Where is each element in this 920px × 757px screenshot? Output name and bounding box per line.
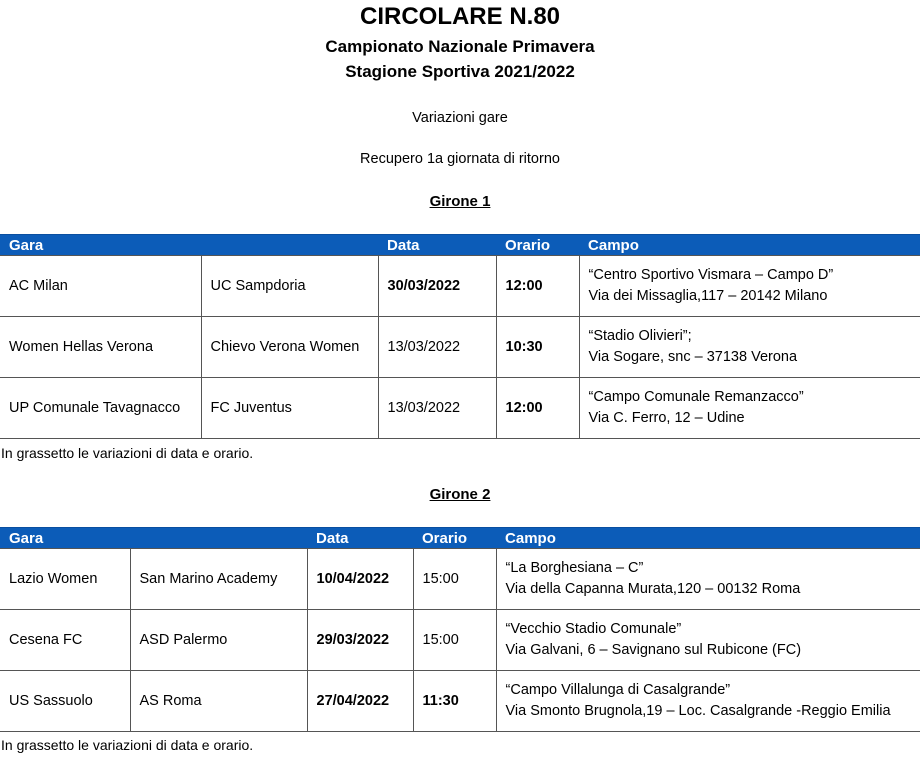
- header-gara: Gara: [0, 235, 378, 256]
- document-title: CIRCOLARE N.80: [359, 3, 561, 30]
- match-venue: [579, 378, 920, 439]
- home-team: Lazio Women: [0, 549, 130, 610]
- girone-1-heading: Girone 1: [429, 193, 491, 210]
- header-orario: Orario: [413, 528, 496, 549]
- venue-name: “Stadio Olivieri”;: [588, 328, 692, 344]
- away-team: ASD Palermo: [130, 610, 307, 671]
- header-gara: Gara: [0, 528, 307, 549]
- match-time: 12:00: [496, 256, 579, 317]
- girone-1-table: [0, 234, 920, 439]
- venue-address: Via Sogare, snc – 37138 Verona: [588, 349, 798, 365]
- girone-1-note: In grassetto le variazioni di data e orario.: [1, 445, 254, 461]
- away-team: Chievo Verona Women: [201, 317, 378, 378]
- away-team: FC Juventus: [201, 378, 378, 439]
- header-campo: Campo: [496, 528, 920, 549]
- home-team: UP Comunale Tavagnacco: [0, 378, 201, 439]
- venue-address: Via della Capanna Murata,120 – 00132 Roma: [505, 581, 801, 597]
- match-venue: [496, 549, 920, 610]
- venue-name: “Centro Sportivo Vismara – Campo D”: [588, 267, 834, 283]
- table-header-row: [0, 235, 920, 256]
- match-time: 15:00: [413, 549, 496, 610]
- championship-name: Campionato Nazionale Primavera: [325, 37, 595, 56]
- table-row: [0, 378, 920, 439]
- match-venue: [579, 256, 920, 317]
- match-date: 27/04/2022: [307, 671, 413, 732]
- venue-name: “La Borghesiana – C”: [505, 560, 644, 576]
- away-team: UC Sampdoria: [201, 256, 378, 317]
- venue-address: Via dei Missaglia,117 – 20142 Milano: [588, 288, 828, 304]
- header-campo: Campo: [579, 235, 920, 256]
- match-date: 29/03/2022: [307, 610, 413, 671]
- table-row: [0, 671, 920, 732]
- table-header-row: [0, 528, 920, 549]
- table-row: [0, 610, 920, 671]
- match-date: 13/03/2022: [378, 378, 496, 439]
- match-venue: [579, 317, 920, 378]
- match-time: 10:30: [496, 317, 579, 378]
- home-team: US Sassuolo: [0, 671, 130, 732]
- away-team: AS Roma: [130, 671, 307, 732]
- home-team: AC Milan: [0, 256, 201, 317]
- venue-name: “Vecchio Stadio Comunale”: [505, 621, 682, 637]
- match-date: 10/04/2022: [307, 549, 413, 610]
- girone-2-heading: Girone 2: [429, 486, 491, 503]
- header-data: Data: [307, 528, 413, 549]
- table-row: [0, 317, 920, 378]
- header-data: Data: [378, 235, 496, 256]
- recupero-line: Recupero 1a giornata di ritorno: [360, 151, 560, 167]
- home-team: Women Hellas Verona: [0, 317, 201, 378]
- match-time: 15:00: [413, 610, 496, 671]
- table-row: [0, 256, 920, 317]
- season-name: Stagione Sportiva 2021/2022: [345, 62, 575, 81]
- header-orario: Orario: [496, 235, 579, 256]
- venue-address: Via Galvani, 6 – Savignano sul Rubicone (FC): [505, 642, 802, 658]
- venue-address: Via Smonto Brugnola,19 – Loc. Casalgrande -Reggio Emilia: [505, 703, 891, 719]
- match-venue: [496, 671, 920, 732]
- match-date: 13/03/2022: [378, 317, 496, 378]
- venue-address: Via C. Ferro, 12 – Udine: [588, 410, 745, 426]
- venue-name: “Campo Villalunga di Casalgrande”: [505, 682, 731, 698]
- girone-2-note: In grassetto le variazioni di data e orario.: [1, 737, 254, 753]
- home-team: Cesena FC: [0, 610, 130, 671]
- match-venue: [496, 610, 920, 671]
- match-date: 30/03/2022: [378, 256, 496, 317]
- table-row: [0, 549, 920, 610]
- girone-2-table: [0, 527, 920, 732]
- venue-name: “Campo Comunale Remanzacco”: [588, 389, 804, 405]
- match-time: 11:30: [413, 671, 496, 732]
- variazioni-line: Variazioni gare: [412, 110, 508, 126]
- match-time: 12:00: [496, 378, 579, 439]
- away-team: San Marino Academy: [130, 549, 307, 610]
